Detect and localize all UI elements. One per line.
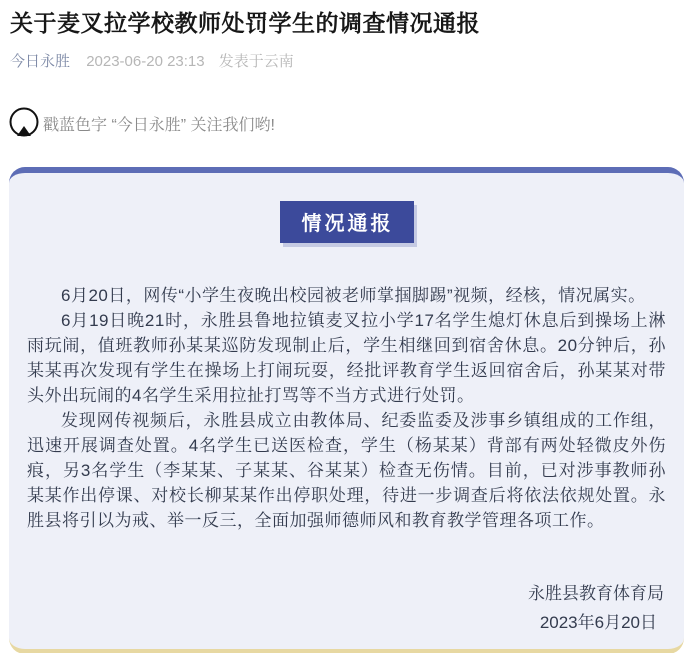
circle-pointer-icon xyxy=(8,105,42,141)
follow-hint-text: 戳蓝色字 “今日永胜” 关注我们哟! xyxy=(43,116,275,134)
signature-date: 2023年6月20日 xyxy=(539,613,657,633)
page-title: 关于麦叉拉学校教师处罚学生的调查情况通报 xyxy=(10,10,480,36)
signature-org: 永胜县教育体育局 xyxy=(528,584,664,604)
notice-box xyxy=(9,167,684,653)
notice-paragraph-1: 6月20日，网传“小学生夜晚出校园被老师掌掴脚踢”视频，经核，情况属实。 xyxy=(61,286,646,306)
publish-time: 2023-06-20 23:13 xyxy=(86,53,205,71)
article-meta xyxy=(10,50,683,71)
follow-hint-row xyxy=(8,105,683,141)
signature-block xyxy=(27,579,666,637)
notice-paragraph-2: 6月19日晚21时，永胜县鲁地拉镇麦叉拉小学17名学生熄灯休息后到操场上淋雨玩闹，值班教师孙某某巡防发现制止后，学生相继回到宿舍休息。20分钟后，孙某某再次发现有学生在操场上打闹玩耍，经批评教育学生返回宿舍后，孙某某对带头外出玩闹的4名学生采用拉扯打骂等不当方式进行处罚。 xyxy=(27,311,666,406)
notice-badge: 情况通报 xyxy=(280,201,414,243)
publish-location: 发表于云南 xyxy=(218,53,294,71)
notice-badge-row xyxy=(27,201,666,243)
account-name-link[interactable]: 今日永胜 xyxy=(10,53,71,71)
notice-paragraph-3: 发现网传视频后，永胜县成立由教体局、纪委监委及涉事乡镇组成的工作组，迅速开展调查处置。4名学生已送医检查，学生（杨某某）背部有两处轻微皮外伤痕，另3名学生（李某某、子某某、谷某某）检查无伤情。目前，已对涉事教师孙某某作出停课、对校长柳某某作出停职处理，待进一步调查后将依法依规处置。永胜县将引以为戒、举一反三，全面加强师德师风和教育教学管理各项工作。 xyxy=(27,411,666,531)
